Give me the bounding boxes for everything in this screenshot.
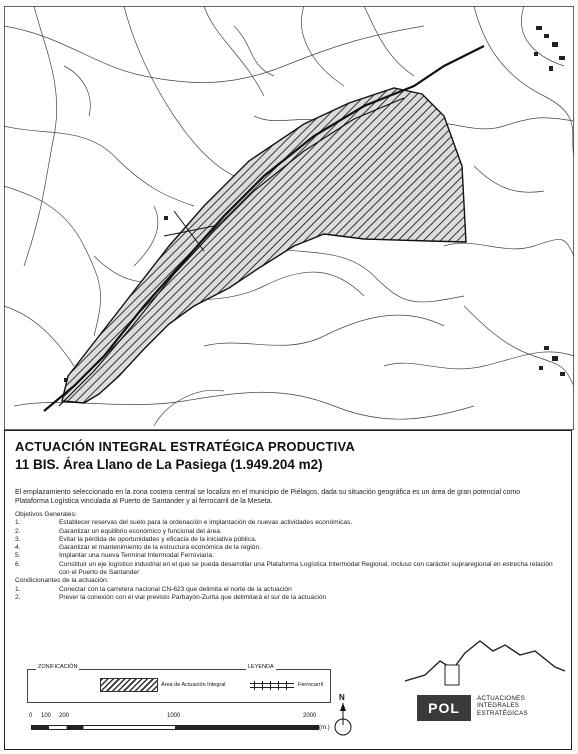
scale-label: 100 <box>41 713 52 719</box>
panel-intro: El emplazamiento seleccionado en la zona costera central se localiza en el municipio de Piélagos, dada su situación geográfica es un área de gran potencial como Plataforma Logística vinculada al Puerto de Santander y al ferrocarril de la Meseta. <box>15 489 521 505</box>
list-item <box>15 544 555 552</box>
conditions-heading: Condicionantes de la actuación: <box>15 577 109 585</box>
item-number: 3. <box>15 535 21 543</box>
legend <box>27 664 331 703</box>
item-number: 4. <box>15 544 21 552</box>
pol-logo <box>405 631 565 741</box>
north-arrow-icon <box>333 693 353 737</box>
north-compass-icon <box>333 703 353 737</box>
legend-rail-label: Ferrocarril <box>298 682 324 688</box>
panel-title: ACTUACIÓN INTEGRAL ESTRATÉGICA PRODUCTIVA <box>15 439 355 454</box>
scale-label: 200 <box>59 713 70 719</box>
scale-graphic <box>31 725 319 730</box>
list-item <box>15 561 555 578</box>
item-text: Garantizar un equilibrio económico y funcional del área. <box>59 527 222 535</box>
map-canvas <box>4 6 574 430</box>
legend-zonificacion-label: ZONIFICACIÓN <box>38 664 78 670</box>
panel-subtitle: 11 BIS. Área Llano de La Pasiega (1.949.204 m2) <box>15 457 323 472</box>
list-item <box>15 519 555 527</box>
objectives-list <box>15 511 555 602</box>
info-panel <box>4 430 572 750</box>
logo-pol-text: POL <box>417 695 471 721</box>
scale-unit: (m.) <box>319 725 330 731</box>
item-text: Implantar una nueva Terminal Intermodal Ferroviaria. <box>59 552 214 560</box>
list-item <box>15 552 555 560</box>
hatch-swatch-icon <box>100 678 158 692</box>
item-number: 2. <box>15 527 21 535</box>
list-item <box>15 586 555 594</box>
logo-line-1: ACTUACIONES <box>477 695 525 702</box>
logo-subtitle <box>477 695 528 717</box>
list-item <box>15 528 555 536</box>
item-text: Evitar la pérdida de oportunidades y eficacia de la iniciativa pública. <box>59 535 257 543</box>
item-number: 5. <box>15 552 21 560</box>
scale-bar <box>27 711 330 741</box>
logo-line-2: INTEGRALES <box>477 702 520 710</box>
north-label: N <box>339 693 345 702</box>
item-number: 1. <box>15 519 21 527</box>
list-item <box>15 536 555 544</box>
item-number: 6. <box>15 560 21 568</box>
item-text: Constituir un eje logístico industrial en el que se pueda desarrollar una Plataforma Logística Intermodal Regional, incluso con carácter supraregional en estrecha relación con el Puerto de Santander <box>59 560 553 577</box>
item-text: Conectar con la carretera nacional CN-623 que delimita el norte de la actuación <box>59 585 292 593</box>
item-number: 1. <box>15 585 21 593</box>
list-item <box>15 594 555 602</box>
objectives-heading: Objetivos Generales: <box>15 511 77 518</box>
legend-area-label: Área de Actuación Integral <box>161 682 226 688</box>
scale-label: 1000 <box>167 713 181 719</box>
item-text: Establecer reservas del suelo para la ordenación e implantación de nuevas actividades económicas. <box>59 519 353 527</box>
legend-leyenda-label: LEYENDA <box>248 664 274 670</box>
scale-label: 0 <box>29 713 33 719</box>
scale-label: 2000 <box>303 713 317 719</box>
railway-symbol-icon <box>250 683 294 688</box>
logo-line-3: ESTRATÉGICAS <box>477 709 528 717</box>
item-number: 2. <box>15 593 21 601</box>
mountain-skyline-icon <box>405 631 565 693</box>
item-text: Prever la conexión con el vial previsto Parbayón-Zurita que delimitará el sur de la actuación <box>59 593 327 601</box>
item-text: Garantizar el mantenimiento de la estructura económica de la región. <box>59 544 261 552</box>
